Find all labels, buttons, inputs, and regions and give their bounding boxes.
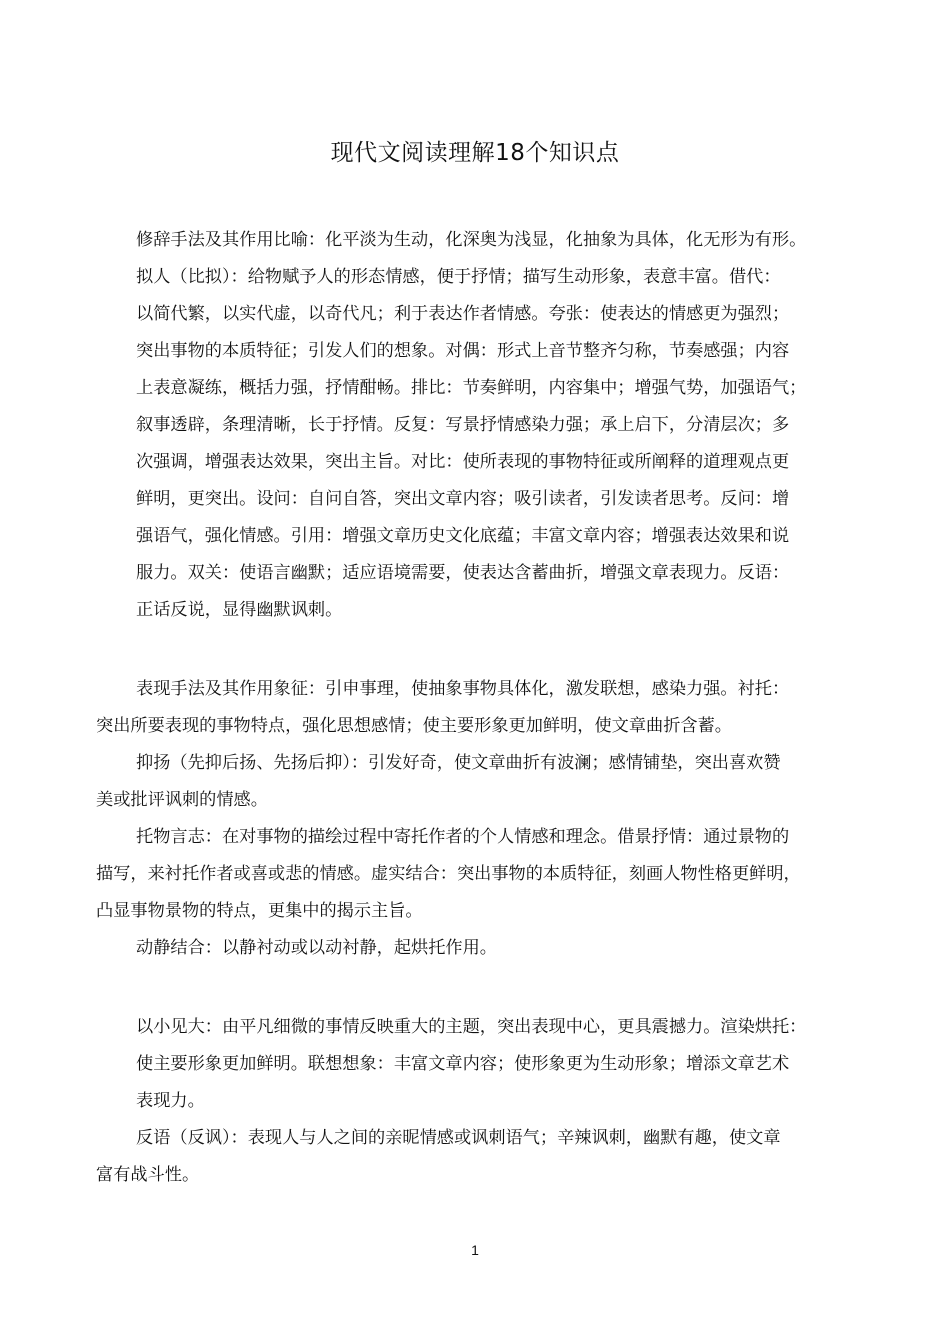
paragraph-line: 叙事透辟，条理清晰，长于抒情。反复：写景抒情感染力强；承上启下，分清层次；多 <box>136 415 790 435</box>
paragraph-line: 服力。双关：使语言幽默；适应语境需要，使表达含蓄曲折，增强文章表现力。反语： <box>136 563 790 583</box>
paragraph-line: 以简代繁，以实代虚，以奇代凡；利于表达作者情感。夸张：使表达的情感更为强烈； <box>136 304 790 324</box>
paragraph-line: 正话反说，显得幽默讽刺。 <box>136 600 343 620</box>
paragraph-line: 美或批评讽刺的情感。 <box>96 790 268 810</box>
paragraph-line: 修辞手法及其作用比喻：化平淡为生动，化深奥为浅显，化抽象为具体，化无形为有形。 <box>136 230 807 250</box>
paragraph-line: 表现手法及其作用象征：引申事理，使抽象事物具体化，激发联想，感染力强。衬托： <box>136 679 790 699</box>
paragraph-line: 使主要形象更加鲜明。联想想象：丰富文章内容；使形象更为生动形象；增添文章艺术 <box>136 1054 790 1074</box>
paragraph-line: 描写，来衬托作者或喜或悲的情感。虚实结合：突出事物的本质特征，刻画人物性格更鲜明， <box>96 864 801 884</box>
paragraph-line: 抑扬（先抑后扬、先扬后抑）：引发好奇，使文章曲折有波澜；感情铺垫，突出喜欢赞 <box>136 753 781 773</box>
paragraph-line: 拟人（比拟）：给物赋予人的形态情感，便于抒情；描写生动形象，表意丰富。借代： <box>136 267 781 287</box>
paragraph-line: 反语（反讽）：表现人与人之间的亲昵情感或讽刺语气；辛辣讽刺，幽默有趣，使文章 <box>136 1128 781 1148</box>
paragraph-line: 以小见大：由平凡细微的事情反映重大的主题，突出表现中心，更具震撼力。渲染烘托： <box>136 1017 807 1037</box>
page-number: 1 <box>471 1242 479 1258</box>
paragraph-line: 鲜明，更突出。设问：自问自答，突出文章内容；吸引读者，引发读者思考。反问：增 <box>136 489 790 509</box>
paragraph-line: 突出事物的本质特征；引发人们的想象。对偶：形式上音节整齐匀称，节奏感强；内容 <box>136 341 790 361</box>
paragraph-line: 突出所要表现的事物特点，强化思想感情；使主要形象更加鲜明，使文章曲折含蓄。 <box>96 716 732 736</box>
paragraph-line: 强语气，强化情感。引用：增强文章历史文化底蕴；丰富文章内容；增强表达效果和说 <box>136 526 790 546</box>
paragraph-line: 次强调，增强表达效果，突出主旨。对比：使所表现的事物特征或所阐释的道理观点更 <box>136 452 790 472</box>
paragraph-line: 凸显事物景物的特点，更集中的揭示主旨。 <box>96 901 423 921</box>
paragraph-line: 动静结合：以静衬动或以动衬静，起烘托作用。 <box>136 938 497 958</box>
paragraph-line: 上表意凝练，概括力强，抒情酣畅。排比：节奏鲜明，内容集中；增强气势，加强语气； <box>136 378 807 398</box>
paragraph-line: 富有战斗性。 <box>96 1165 200 1185</box>
page-title: 现代文阅读理解18个知识点 <box>330 140 620 166</box>
paragraph-line: 托物言志：在对事物的描绘过程中寄托作者的个人情感和理念。借景抒情：通过景物的 <box>136 827 790 847</box>
paragraph-line: 表现力。 <box>136 1091 205 1111</box>
